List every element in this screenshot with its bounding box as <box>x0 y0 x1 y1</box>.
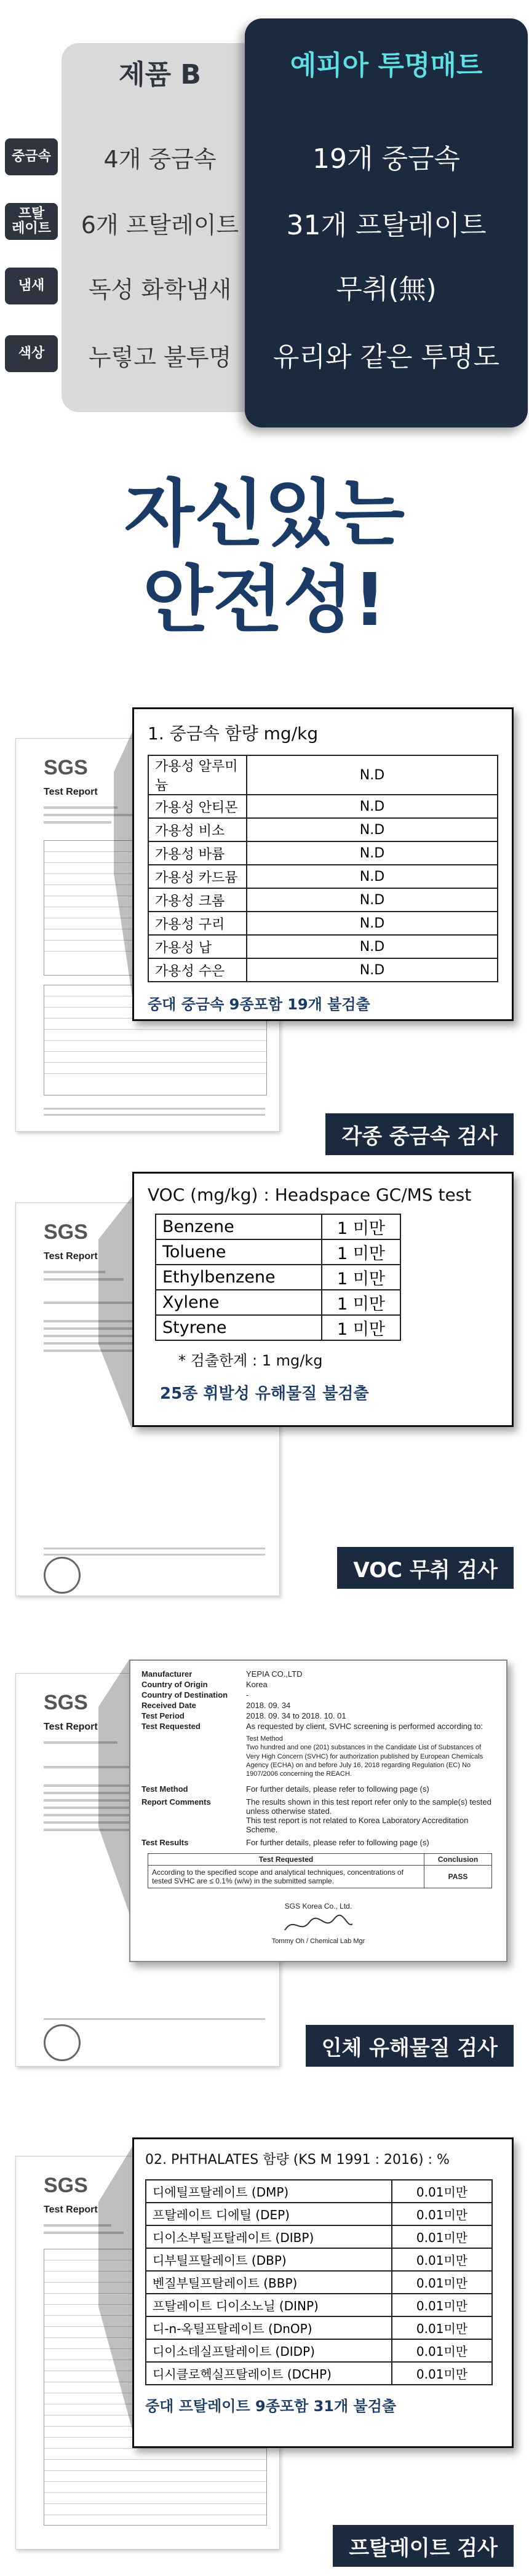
heavy-metal-table <box>148 755 498 982</box>
voc-zoom-panel <box>132 1172 514 1427</box>
table-row <box>156 1315 400 1340</box>
voc-name: Xylene <box>156 1290 322 1315</box>
metal-name: 가용성 바륨 <box>148 841 247 865</box>
svhc-field-value: Korea <box>246 1680 268 1689</box>
metal-name: 가용성 알루미늄 <box>148 755 247 795</box>
table-row <box>156 1265 400 1290</box>
table-row <box>148 888 498 912</box>
table-row <box>148 865 498 888</box>
table-row <box>146 2203 492 2225</box>
svhc-results-value: For further details, please refer to following page (s) <box>246 1838 429 1848</box>
sgs-stamp <box>44 2024 81 2061</box>
report-title: Test Report <box>44 1251 98 1262</box>
phthalate-value: 0.01미만 <box>392 2316 492 2339</box>
doc-line <box>44 1108 265 1110</box>
phthalate-zoom-panel <box>132 2137 514 2448</box>
metal-value: N.D <box>247 841 498 865</box>
svhc-requested-text: According to the specified scope and analytical techniques, concentrations of tested SVHC are ≤ 0.1% (w/w) in the submitted sample. <box>148 1866 424 1888</box>
epia-color: 유리와 같은 투명도 <box>272 341 499 373</box>
voc-name: Styrene <box>156 1315 322 1340</box>
svhc-head-requested: Test Requested <box>148 1854 424 1866</box>
table-row <box>156 1239 400 1265</box>
voc-value: 1 미만 <box>322 1265 400 1290</box>
report-title: Test Report <box>44 2204 98 2215</box>
phthalate-value: 0.01미만 <box>392 2294 492 2316</box>
signature-icon <box>282 1913 356 1938</box>
metal-value: N.D <box>247 818 498 841</box>
doc-line <box>44 1548 265 1549</box>
phthalate-name: 디에틸프탈레이트 (DMP) <box>146 2180 392 2203</box>
row-label-heavy-metal: 중금속 <box>5 138 58 175</box>
phthalate-title: 02. PHTHALATES 함량 (KS M 1991 : 2016) : % <box>145 2152 450 2168</box>
epia-phthalate: 31개 프탈레이트 <box>286 210 487 241</box>
voc-value: 1 미만 <box>322 1315 400 1340</box>
table-row <box>148 795 498 818</box>
doc-line <box>44 1554 265 1556</box>
comparison-table <box>0 0 529 443</box>
svhc-field-value: 2018. 09. 34 <box>246 1701 291 1710</box>
metal-name: 가용성 비소 <box>148 818 247 841</box>
phthalate-value: 0.01미만 <box>392 2339 492 2362</box>
product-b-phthalate: 6개 프탈레이트 <box>81 212 239 239</box>
svhc-method-label: Test Method <box>141 1784 188 1794</box>
voc-note: 25종 휘발성 유해물질 불검출 <box>160 1385 369 1403</box>
product-b-odor: 독성 화학냄새 <box>88 276 232 303</box>
metal-name: 가용성 수은 <box>148 958 247 982</box>
svhc-info-grid <box>141 1669 495 1731</box>
metal-name: 가용성 안티몬 <box>148 795 247 818</box>
table-row <box>148 1866 492 1888</box>
phthalate-note: 중대 프탈레이트 9종포함 31개 불검출 <box>145 2398 397 2415</box>
metal-value: N.D <box>247 865 498 888</box>
metal-value: N.D <box>247 888 498 912</box>
phthalate-value: 0.01미만 <box>392 2248 492 2271</box>
svhc-comments-label: Report Comments <box>141 1797 211 1807</box>
table-row <box>146 2316 492 2339</box>
epia-odor: 무취(無) <box>336 274 437 305</box>
phthalate-value: 0.01미만 <box>392 2180 492 2203</box>
svhc-badge: 인체 유해물질 검사 <box>306 2025 514 2067</box>
metal-name: 가용성 구리 <box>148 912 247 935</box>
svhc-zoom-panel <box>129 1660 507 1962</box>
table-row <box>156 1214 400 1239</box>
heavy-metal-badge: 각종 중금속 검사 <box>325 1113 514 1155</box>
svhc-field-label: Received Date <box>141 1701 196 1710</box>
metal-value: N.D <box>247 958 498 982</box>
table-row <box>146 2225 492 2248</box>
voc-value: 1 미만 <box>322 1239 400 1265</box>
svhc-field-value: As requested by client, SVHC screening is performed according to: <box>246 1722 483 1731</box>
epia-header: 예피아 투명매트 <box>290 50 483 81</box>
sgs-logo: SGS <box>44 1691 88 1714</box>
row-label-odor: 냄새 <box>5 268 58 304</box>
phthalate-name: 디부틸프탈레이트 (DBP) <box>146 2248 392 2271</box>
phthalate-badge: 프탈레이트 검사 <box>333 2525 514 2567</box>
epia-heavy-metal: 19개 중금속 <box>312 143 460 175</box>
svhc-field-value: YEPIA CO.,LTD <box>246 1669 303 1679</box>
metal-value: N.D <box>247 755 498 795</box>
svhc-field-label: Test Period <box>141 1711 185 1720</box>
voc-name: Benzene <box>156 1214 322 1239</box>
product-b-header: 제품 B <box>119 59 201 90</box>
svhc-results-label: Test Results <box>141 1838 189 1848</box>
table-row <box>148 912 498 935</box>
report-title: Test Report <box>44 787 98 797</box>
phthalate-name: 벤질부틸프탈레이트 (BBP) <box>146 2271 392 2294</box>
table-row <box>156 1290 400 1315</box>
svhc-field-value: - <box>246 1690 249 1699</box>
safety-slogan <box>0 471 529 643</box>
svhc-head-conclusion: Conclusion <box>424 1854 492 1866</box>
phthalate-name: 프탈레이트 디이소노닐 (DINP) <box>146 2294 392 2316</box>
doc-line <box>44 1114 265 1116</box>
voc-value: 1 미만 <box>322 1214 400 1239</box>
svhc-requested-detail: Test Method Two hundred and one (201) substances in the Candidate List of Substances of Very High Concern (SVHC) for authorization published by European Chemicals Agency (ECHA) on and before July 16, 2018 regarding Regulation (EC) No 1907/2006 concerning the REACH. <box>246 1735 483 1778</box>
voc-detection-limit: * 검출한계 : 1 mg/kg <box>178 1352 323 1369</box>
svhc-field-label: Test Requested <box>141 1722 201 1731</box>
product-b-color: 누렇고 불투명 <box>88 344 232 371</box>
voc-title: VOC (mg/kg) : Headspace GC/MS test <box>148 1185 472 1205</box>
metal-name: 가용성 납 <box>148 935 247 958</box>
metal-name: 가용성 크롬 <box>148 888 247 912</box>
table-row <box>146 2294 492 2316</box>
row-label-color: 색상 <box>5 335 58 372</box>
svhc-company: SGS Korea Co., Ltd. <box>284 1902 352 1911</box>
phthalate-table <box>145 2179 493 2385</box>
metal-value: N.D <box>247 912 498 935</box>
table-row <box>148 841 498 865</box>
table-row <box>148 958 498 982</box>
phthalate-name: 프탈레이트 디에틸 (DEP) <box>146 2203 392 2225</box>
table-row <box>148 1854 492 1866</box>
table-row <box>146 2248 492 2271</box>
phthalate-name: 디이소부틸프탈레이트 (DIBP) <box>146 2225 392 2248</box>
voc-value: 1 미만 <box>322 1290 400 1315</box>
svhc-signer: Tommy Oh / Chemical Lab Mgr <box>271 1938 365 1946</box>
slogan-line-1: 자신있는 <box>124 471 405 556</box>
svhc-comments-value: The results shown in this test report refer only to the sample(s) tested unless otherwise stated. This test report is not related to Korea Laboratory Accreditation Scheme. <box>246 1797 491 1835</box>
voc-table <box>155 1214 401 1341</box>
slogan-line-2: 안전성! <box>143 557 386 642</box>
report-title: Test Report <box>44 1722 98 1732</box>
metal-value: N.D <box>247 935 498 958</box>
svhc-field-value: 2018. 09. 34 to 2018. 10. 01 <box>246 1711 346 1720</box>
voc-name: Ethylbenzene <box>156 1265 322 1290</box>
product-b-heavy-metal: 4개 중금속 <box>103 146 217 173</box>
sgs-stamp <box>44 1557 81 1594</box>
heavy-metal-zoom-panel <box>132 707 514 1021</box>
svhc-conclusion-table <box>148 1853 492 1888</box>
table-row <box>148 818 498 841</box>
phthalate-value: 0.01미만 <box>392 2362 492 2385</box>
phthalate-value: 0.01미만 <box>392 2271 492 2294</box>
heavy-metal-note: 중대 중금속 9종포함 19개 불검출 <box>148 996 370 1013</box>
phthalate-name: 디시클로헥실프탈레이트 (DCHP) <box>146 2362 392 2385</box>
table-row <box>146 2271 492 2294</box>
sgs-logo: SGS <box>44 1220 88 1244</box>
sgs-logo: SGS <box>44 2174 88 2197</box>
phthalate-name: 디이소데실프탈레이트 (DIDP) <box>146 2339 392 2362</box>
svhc-field-label: Country of Destination <box>141 1690 228 1699</box>
phthalate-name: 디-n-옥틸프탈레이트 (DnOP) <box>146 2316 392 2339</box>
row-label-phthalate: 프탈 레이트 <box>5 203 58 240</box>
table-row <box>146 2339 492 2362</box>
metal-value: N.D <box>247 795 498 818</box>
table-row <box>146 2180 492 2203</box>
svhc-field-label: Country of Origin <box>141 1680 208 1689</box>
table-row <box>146 2362 492 2385</box>
svhc-method-value: For further details, please refer to following page (s) <box>246 1784 429 1794</box>
heavy-metal-title: 1. 중금속 함량 mg/kg <box>148 723 319 744</box>
sgs-logo: SGS <box>44 756 88 779</box>
phthalate-value: 0.01미만 <box>392 2203 492 2225</box>
voc-name: Toluene <box>156 1239 322 1265</box>
voc-badge: VOC 무취 검사 <box>337 1547 514 1589</box>
table-row <box>148 935 498 958</box>
metal-name: 가용성 카드뮴 <box>148 865 247 888</box>
phthalate-value: 0.01미만 <box>392 2225 492 2248</box>
svhc-field-label: Manufacturer <box>141 1669 193 1679</box>
doc-line <box>44 2018 265 2020</box>
svhc-method-grid <box>141 1784 495 1847</box>
svhc-conclusion-value: PASS <box>424 1866 492 1888</box>
table-row <box>148 755 498 795</box>
